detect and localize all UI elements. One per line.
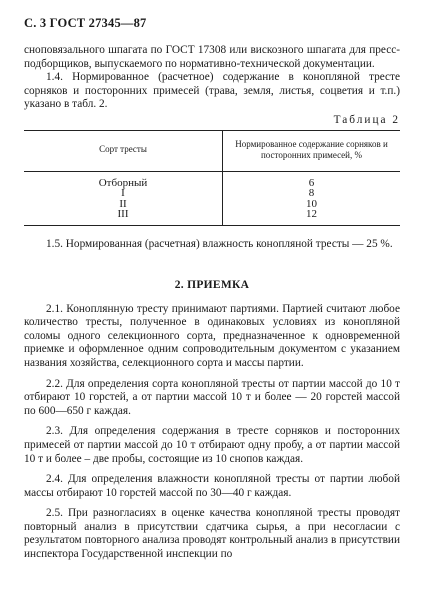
page-header: С. 3 ГОСТ 27345—87	[24, 16, 147, 30]
paragraph-1-4: 1.4. Нормированное (расчетное) содержание в конопляной тресте сорняков и посторонних примесей (трава, земля, листья, соцветия и т.п.) указано в табл. 2.	[24, 71, 400, 111]
paragraph-2-3: 2.3. Для определения содержания в тресте сорняков и посторонних примесей от партии массой до 10 т отбирают одну пробу, а от партии массой 10 т и более – две пробы, состоящие из 10 снопов каждая.	[24, 425, 400, 465]
paragraph-continuation: сноповязального шпагата по ГОСТ 17308 или вискозного шпагата для пресс-подборщиков, выпускаемого по нормативно-технической документации.	[24, 44, 400, 70]
grade-cell: III	[24, 209, 223, 225]
paragraph-1-5: 1.5. Нормированная (расчетная) влажность конопляной тресты — 25 %.	[46, 237, 393, 250]
value-cell: 10	[306, 197, 317, 210]
value-cell: 8	[308, 187, 315, 200]
table-row	[24, 199, 400, 210]
table-2	[24, 130, 400, 226]
section-title: 2. ПРИЕМКА	[174, 278, 250, 291]
table-header-content: Нормированное содержание сорняков и посторонних примесей, %	[223, 130, 401, 171]
value-cell: 12	[223, 209, 401, 225]
table-row	[24, 171, 400, 188]
grade-cell: I	[24, 188, 223, 199]
paragraph-2-4: 2.4. Для определения влажности конопляной тресты от партии любой массы отбирают 10 горстей массой по 30—40 г каждая.	[24, 473, 400, 499]
document-page	[24, 16, 400, 562]
value-cell: 6	[308, 176, 315, 189]
table-row	[24, 188, 400, 199]
grade-cell: II	[24, 199, 223, 210]
table-header-grade: Сорт тресты	[24, 130, 223, 171]
paragraph-2-1: 2.1. Коноплянную тресту принимают партиями. Партией считают любое количество тресты, полученное в одинаковых условиях из конопляной соломы одного селекционного сорта, предназначенное к одновременной приемке и оформленное одним сопроводительным документом с указанием названия хозяйства, селекционного сорта и массы партии.	[24, 302, 400, 369]
table-row	[24, 209, 400, 225]
grade-cell: Отборный	[24, 171, 223, 188]
paragraph-2-5: 2.5. При разногласиях в оценке качества конопляной тресты проводят повторный анализ в присутствии сдатчика сырья, а при несогласии с результатом повторного анализа проводят контрольный анализ в присутствии инспектора Государственной инспекции по	[24, 507, 400, 561]
paragraph-2-2: 2.2. Для определения сорта конопляной тресты от партии массой до 10 т отбирают 10 горстей, а от партии массой 10 т и более — 20 горстей массой по 600—650 г каждая.	[24, 377, 400, 417]
table-caption: Таблица 2	[333, 113, 400, 126]
